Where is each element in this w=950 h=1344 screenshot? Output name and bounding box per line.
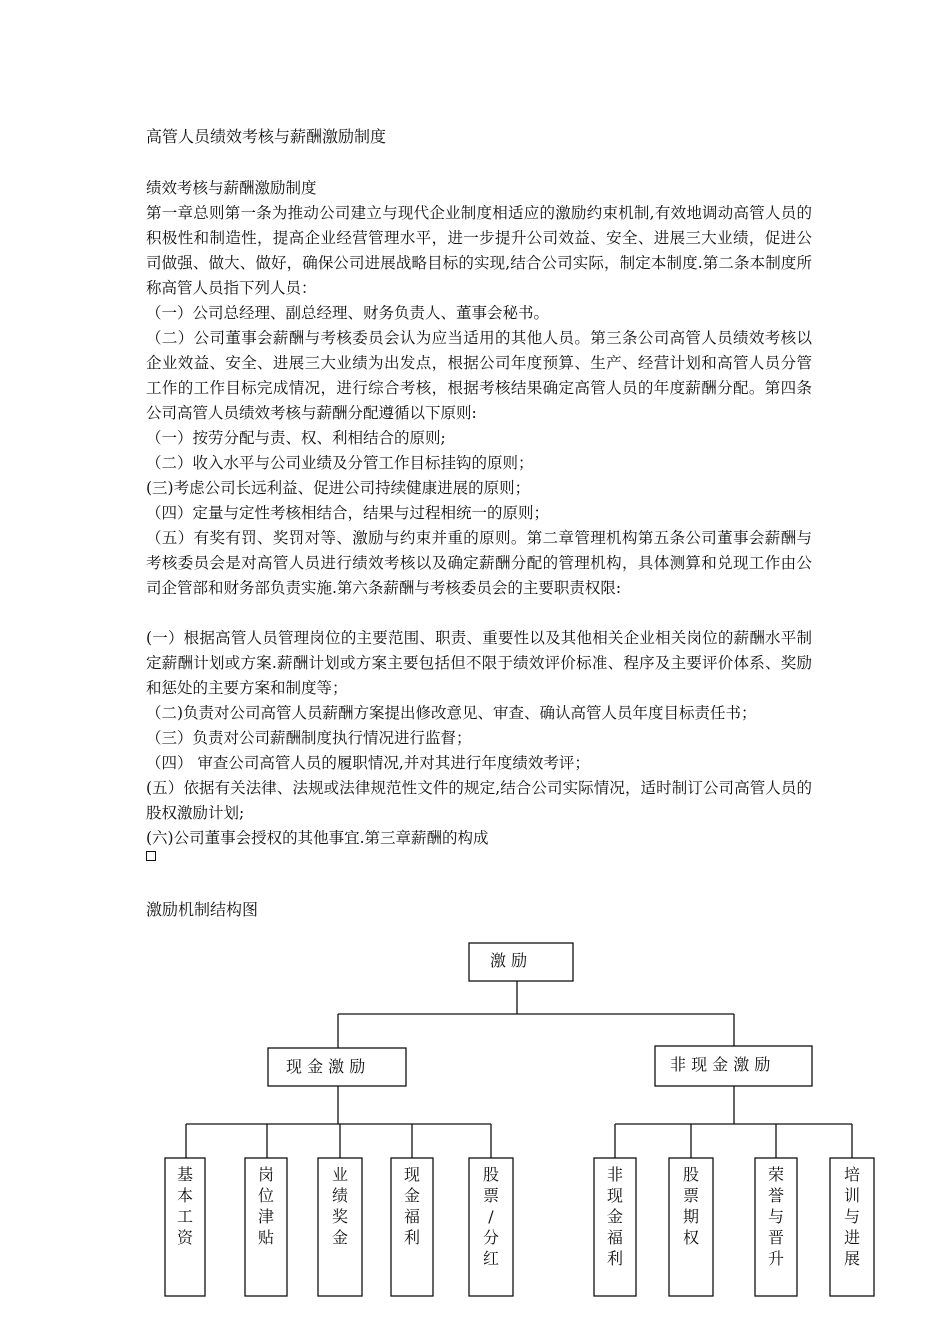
leaf-node-label: 岗位津贴 (257, 1165, 275, 1247)
paragraph: （四）定量与定性考核相结合，结果与过程相统一的原则； (146, 504, 550, 522)
branch-node-label: 非 现 金 激 励 (670, 1055, 771, 1074)
paragraph: （四） 审查公司高管人员的履职情况,并对其进行年度绩效考评； (146, 754, 590, 772)
paragraph: （二）公司董事会薪酬与考核委员会认为应当适用的其他人员。第三条公司高管人员绩效考核以企业效益、安全、进展三大业绩为出发点，根据公司年度预算、生产、经营计划和高管人员分管工作的工作目标完成情况，进行综合考核，根据考核结果确定高管人员的年度薪酬分配。第四条公司高管人员绩效考核与薪酬分配遵循以下原则: (146, 329, 812, 422)
chart-caption: 激励机制结构图 (146, 900, 259, 919)
leaf-node-label: 业绩奖金 (331, 1165, 349, 1247)
branch-node-label: 现 金 激 励 (286, 1057, 366, 1076)
leaf-node-label: 荣誉与晋升 (767, 1165, 785, 1268)
leaf-node-label: 培训与进展 (843, 1165, 861, 1268)
leaf-node-label: 基本工资 (176, 1165, 194, 1247)
paragraph: （一）公司总经理、副总经理、财务负责人、董事会秘书。 (146, 304, 550, 322)
paragraph: （二)负责对公司高管人员薪酬方案提出修改意见、审查、确认高管人员年度目标责任书； (146, 704, 757, 722)
chart-nodes (165, 943, 874, 1296)
leaf-node-label: 非现金福利 (606, 1165, 624, 1268)
paragraph: （五）有奖有罚、奖罚对等、激励与约束并重的原则。第二章管理机构第五条公司董事会薪酬与考核委员会是对高管人员进行绩效考核以及确定薪酬分配的管理机构，具体测算和兑现工作由公司企管部和财务部负责实施.第六条薪酬与考核委员会的主要职责权限: (146, 529, 812, 597)
leaf-node-label: 股票/分红 (482, 1165, 500, 1268)
paragraph: （二）收入水平与公司业绩及分管工作目标挂钩的原则； (146, 454, 534, 472)
paragraph: (一）根据高管人员管理岗位的主要范围、职责、重要性以及其他相关企业相关岗位的薪酬水平制定薪酬计划或方案.薪酬计划或方案主要包括但不限于绩效评价标准、程序及主要评价体系、奖励和惩处的主要方案和制度等； (146, 629, 812, 697)
document-title: 高管人员绩效考核与薪酬激励制度 (146, 127, 387, 146)
paragraph: （三）负责对公司薪酬制度执行情况进行监督； (146, 729, 472, 747)
paragraph: (六)公司董事会授权的其他事宜.第三章薪酬的构成 (146, 829, 489, 847)
root-node-label: 激 励 (490, 951, 528, 970)
leaf-node-label: 现金福利 (403, 1165, 421, 1247)
paragraph: (三)考虑公司长远利益、促进公司持续健康进展的原则； (146, 479, 531, 497)
leaf-node-label: 股票期权 (682, 1165, 700, 1247)
paragraph: (五）依据有关法律、法规或法律规范性文件的规定,结合公司实际情况，适时制订公司高管人员的股权激励计划; (146, 779, 812, 822)
paragraph: 绩效考核与薪酬激励制度 (146, 179, 317, 197)
paragraph: （一）按劳分配与责、权、利相结合的原则; (146, 429, 446, 447)
paragraph: 第一章总则第一条为推动公司建立与现代企业制度相适应的激励约束机制,有效地调动高管人员的积极性和制造性，提高企业经营管理水平，进一步提升公司效益、安全、进展三大业绩，促进公司做强、做大、做好，确保公司进展战略目标的实现,结合公司实际，制定本制度.第二条本制度所称高管人员指下列人员： (146, 204, 812, 297)
